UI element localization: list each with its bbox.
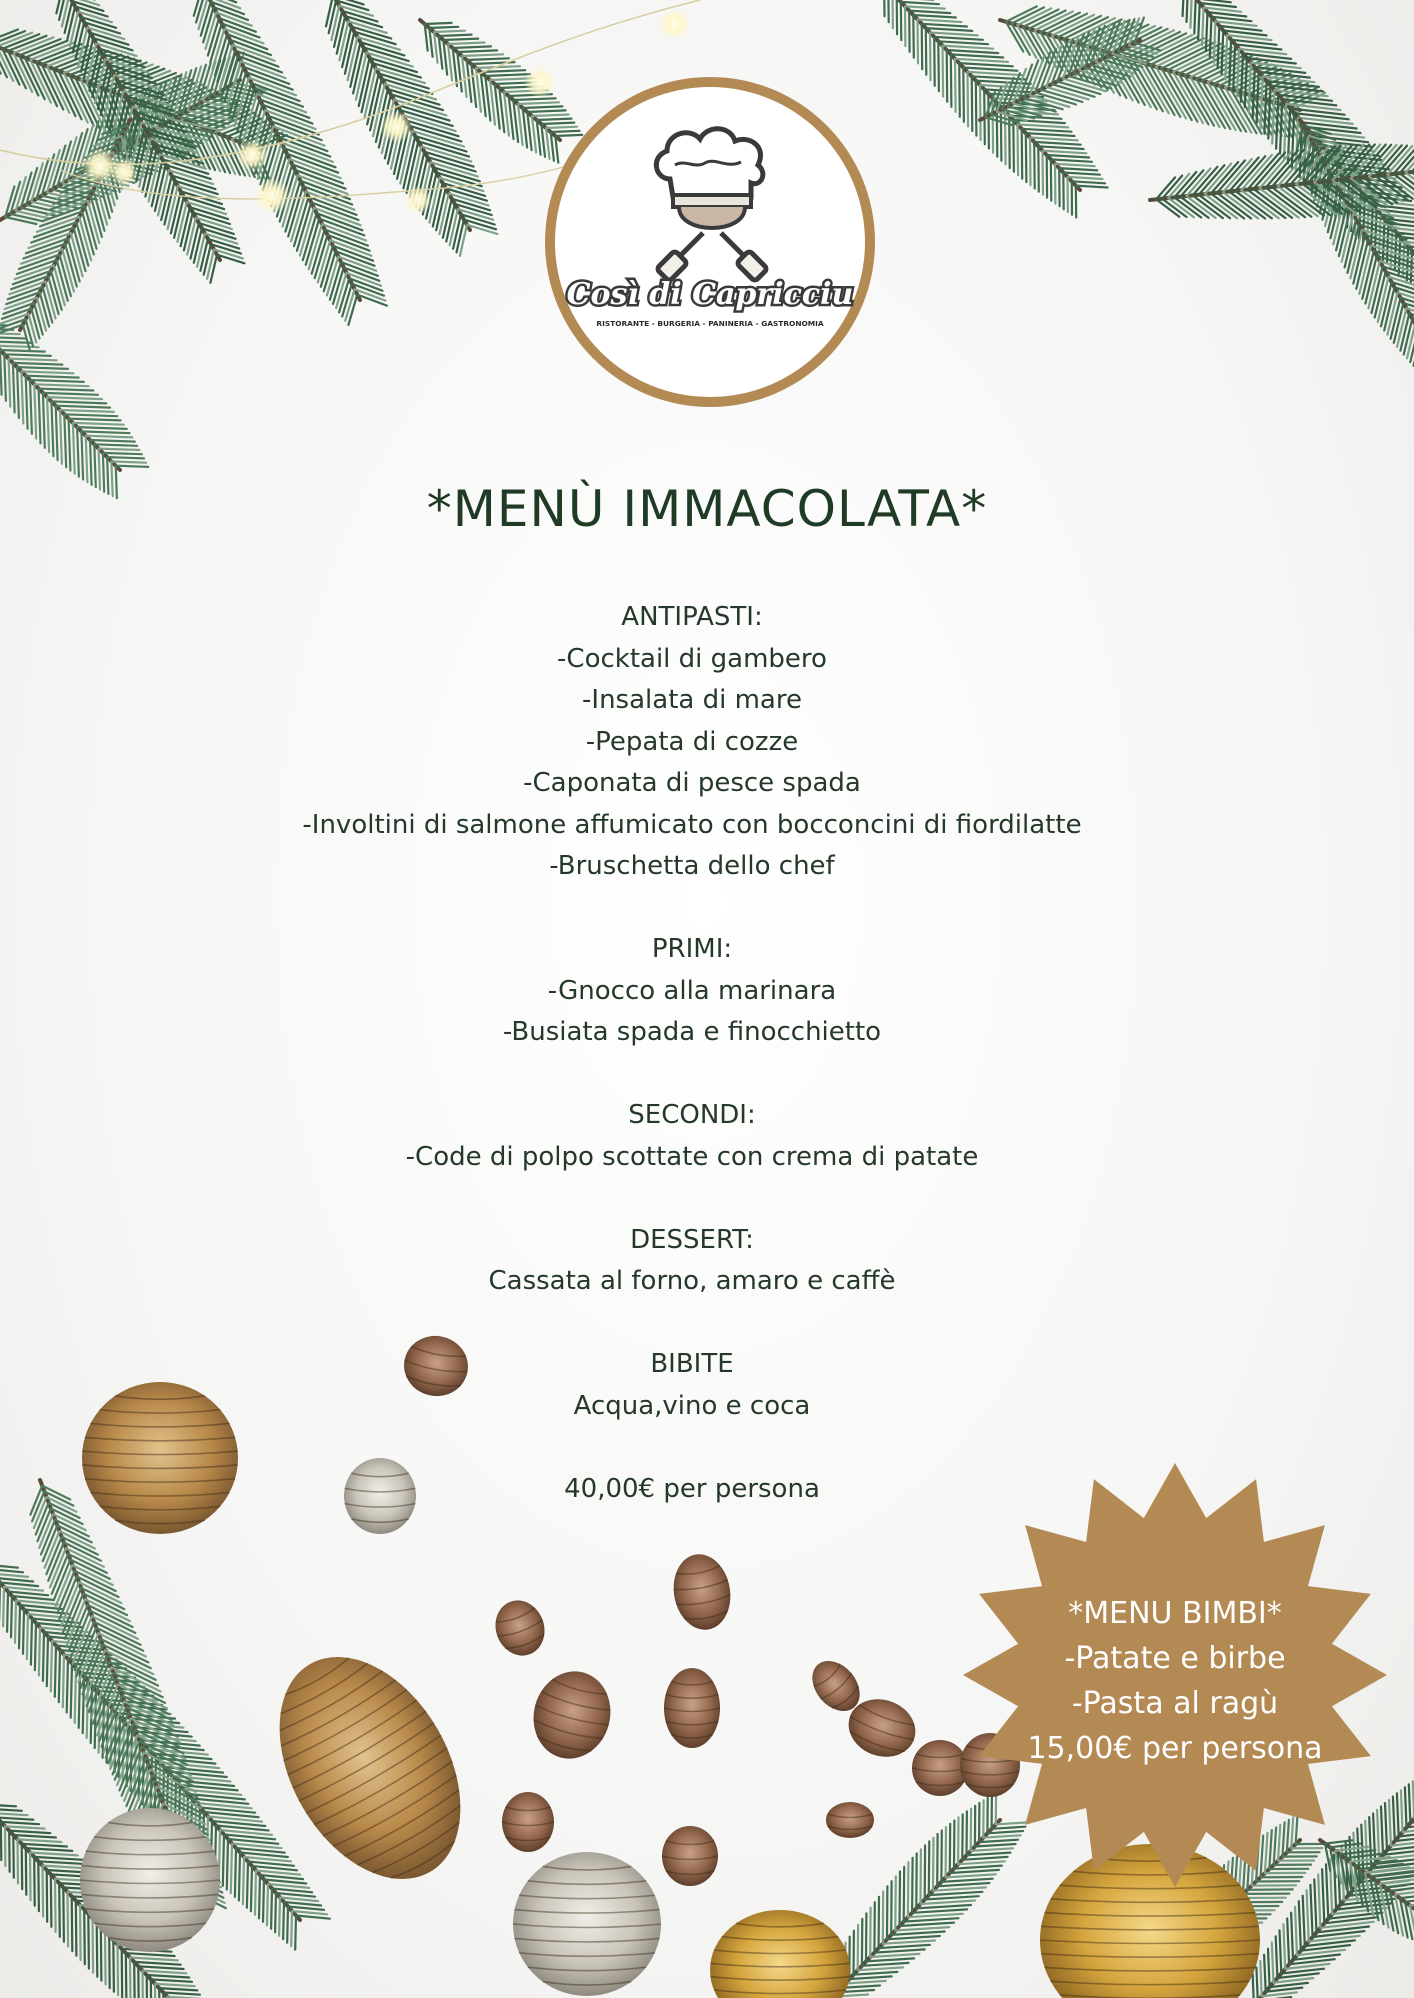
pinecone <box>80 1808 220 1952</box>
pinecone <box>488 1593 552 1662</box>
section-heading: SECONDI: <box>628 1100 756 1130</box>
menu-item: -Pepata di cozze <box>585 726 799 757</box>
section-heading: BIBITE <box>650 1349 734 1379</box>
section-bibite <box>0 1344 1384 1427</box>
section-heading: DESSERT: <box>630 1224 754 1255</box>
menu-item: -Involtini di salmone affumicato con bocconcini di fiordilatte <box>302 809 1082 840</box>
fairy-light <box>404 186 432 214</box>
fairy-light <box>110 158 138 186</box>
fairy-light <box>236 139 268 171</box>
kids-menu-badge <box>960 1460 1390 1890</box>
pinecone <box>710 1910 850 1998</box>
kids-menu-title: *MENU BIMBI* <box>1068 1596 1282 1631</box>
menu-price: 40,00€ per persona <box>564 1473 820 1504</box>
pine-branch <box>0 320 148 498</box>
menu-item: -Cocktail di gambero <box>557 643 827 674</box>
pinecone <box>513 1852 661 1996</box>
pinecone <box>662 1826 718 1886</box>
restaurant-logo <box>545 77 875 407</box>
pine-branch <box>980 18 1160 125</box>
menu-item: Acqua,vino e coca <box>573 1390 811 1421</box>
fairy-light <box>658 8 690 40</box>
fairy-light <box>254 178 290 214</box>
section-antipasti <box>0 597 1384 888</box>
pinecone <box>502 1792 554 1852</box>
section-primi <box>0 929 1384 1054</box>
menu-item: -Busiata spada e finocchietto <box>502 1017 882 1047</box>
menu-title: *MENÙ IMMACOLATA* <box>426 480 988 538</box>
menu-item: -Code di polpo scottate con crema di patate <box>405 1141 979 1172</box>
menu-item: -Insalata di mare <box>582 685 802 715</box>
kids-menu-item: -Pasta al ragù <box>1071 1686 1279 1721</box>
menu-body <box>0 597 1384 1510</box>
section-dessert <box>0 1220 1384 1303</box>
pinecone <box>664 1668 720 1748</box>
logo-tagline: RISTORANTE - BURGERIA - PANINERIA - GASTRONOMIA <box>596 319 824 328</box>
menu-item: -Gnocco alla marinara <box>547 975 837 1006</box>
pinecone <box>826 1802 874 1838</box>
fairy-light <box>524 66 556 98</box>
chef-hat-logo-icon <box>555 87 865 397</box>
pinecone <box>524 1663 620 1768</box>
kids-menu-price: 15,00€ per persona <box>1027 1731 1323 1766</box>
section-heading: PRIMI: <box>651 934 733 964</box>
kids-menu-item: -Patate e birbe <box>1064 1641 1286 1676</box>
pinecone <box>668 1550 736 1635</box>
section-heading: ANTIPASTI: <box>621 602 763 632</box>
menu-item: -Caponata di pesce spada <box>523 768 861 798</box>
menu-item: Cassata al forno, amaro e caffè <box>488 1266 896 1296</box>
menu-item: -Bruschetta dello chef <box>549 851 835 881</box>
section-secondi <box>0 1095 1384 1178</box>
fairy-light <box>380 111 412 143</box>
logo-wordmark: Così di Capricciu <box>566 277 854 312</box>
